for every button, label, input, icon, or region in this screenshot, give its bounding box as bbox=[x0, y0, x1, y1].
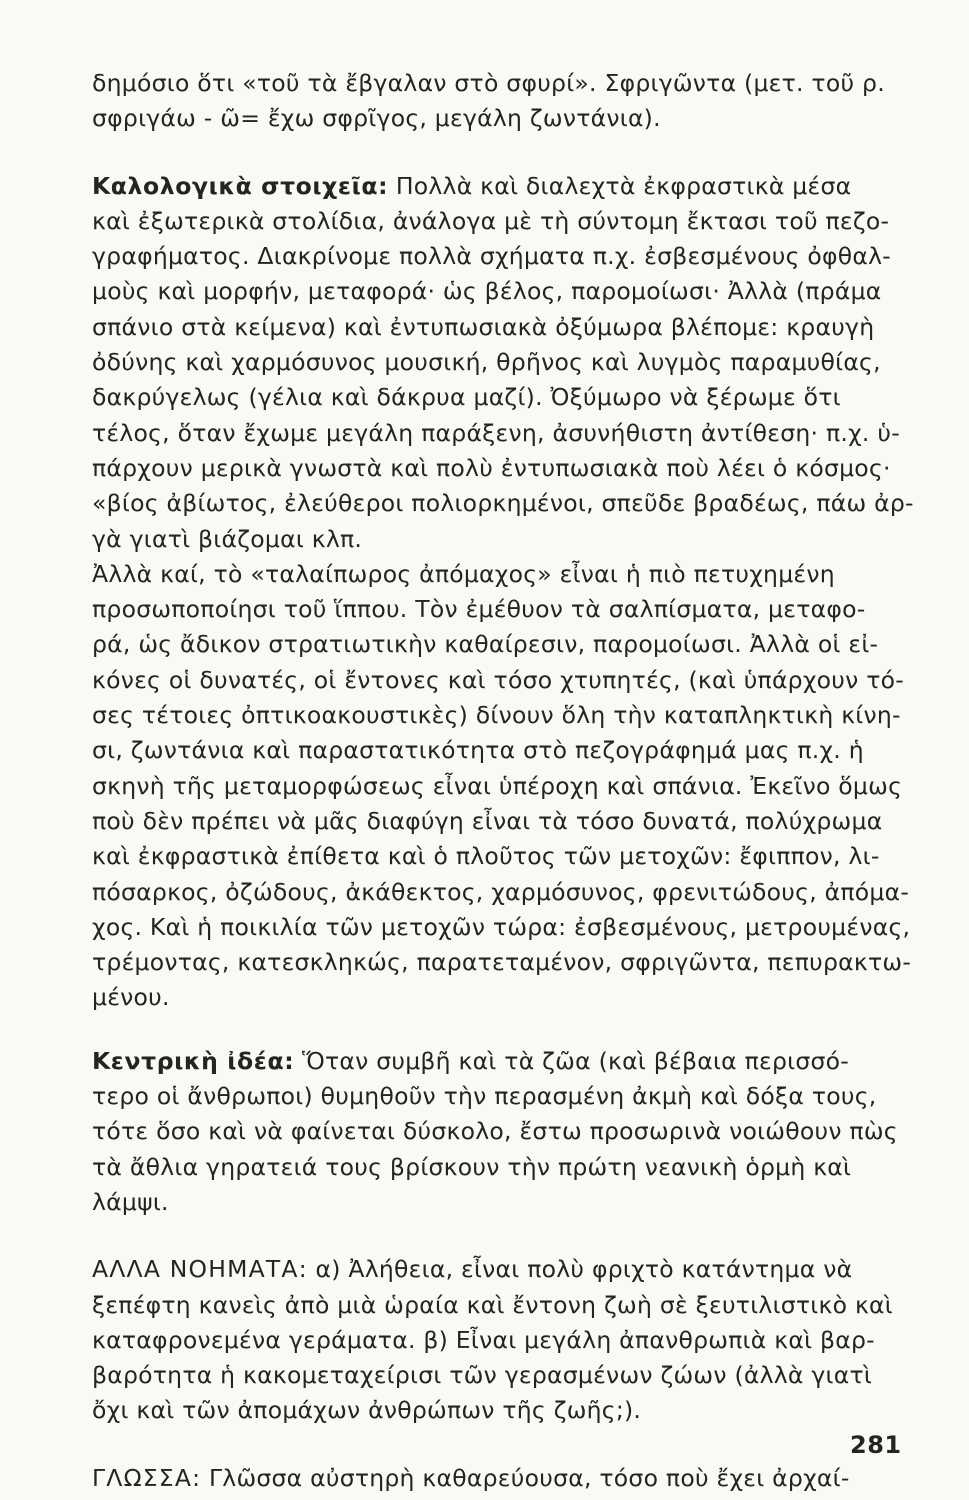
section-heading: ΑΛΛΑ ΝΟΗΜΑΤΑ: bbox=[92, 1255, 308, 1284]
text-line: σφριγάω - ῶ= ἔχω σφρῖγος, μεγάλη ζωντάνια). bbox=[92, 104, 661, 133]
section-first-line bbox=[92, 1461, 902, 1496]
page-number: 281 bbox=[850, 1431, 902, 1459]
text-line: ποὺ δὲν πρέπει νὰ μᾶς διαφύγη εἶναι τὰ τόσο δυνατά, πολύχρωμα bbox=[92, 806, 883, 835]
section-heading: Καλολογικὰ στοιχεῖα: bbox=[92, 171, 389, 200]
text-line: καὶ ἐξωτερικὰ στολίδια, ἀνάλογα μὲ τὴ σύντομη ἔκτασι τοῦ πεζο- bbox=[92, 206, 890, 235]
section-first-line bbox=[92, 1252, 902, 1287]
section-first-line bbox=[92, 1044, 902, 1079]
intro-paragraph bbox=[92, 66, 902, 137]
section-first-line bbox=[92, 169, 902, 204]
text-line: «βίος ἀβίωτος, ἐλεύθεροι πολιορκημένοι, σπεῦδε βραδέως, πάω ἀρ- bbox=[92, 489, 914, 518]
text-line: τερο οἱ ἄνθρωποι) θυμηθοῦν τὴν περασμένη ἀκμὴ καὶ δόξα τους, bbox=[92, 1082, 877, 1111]
page-body bbox=[92, 66, 914, 1496]
text-line: σπάνιο στὰ κείμενα) καὶ ἐντυπωσιακὰ ὀξύμωρα βλέπομε: κραυγὴ bbox=[92, 312, 875, 341]
text-line: σες τέτοιες ὀπτικοακουστικὲς) δίνουν ὅλη τὴν καταπληκτικὴ κίνη- bbox=[92, 701, 901, 730]
section-heading: ΓΛΩΣΣΑ: bbox=[92, 1463, 202, 1492]
text-line: δακρύγελως (γέλια καὶ δάκρυα μαζί). Ὀξύμωρο νὰ ξέρωμε ὅτι bbox=[92, 383, 841, 412]
text-fragment: Γλῶσσα αὐστηρὴ καθαρεύουσα, τόσο ποὺ ἔχει ἀρχαί- bbox=[201, 1463, 850, 1492]
text-line: λάμψι. bbox=[92, 1187, 169, 1216]
text-line: βαρότητα ἡ κακομεταχείρισι τῶν γερασμένων ζώων (ἀλλὰ γιατὶ bbox=[92, 1361, 873, 1390]
text-line: χος. Καὶ ἡ ποικιλία τῶν μετοχῶν τώρα: ἐσβεσμένους, μετρουμένας, bbox=[92, 912, 911, 941]
text-line: σκηνὴ τῆς μεταμορφώσεως εἶναι ὑπέροχη καὶ σπάνια. Ἐκεῖνο ὅμως bbox=[92, 771, 903, 800]
section-kentriki-idea bbox=[92, 1044, 902, 1220]
text-line: μοὺς καὶ μορφήν, μεταφορά· ὡς βέλος, παρομοίωσι· Ἀλλὰ (πράμα bbox=[92, 277, 882, 306]
text-line: ὄχι καὶ τῶν ἀπομάχων ἀνθρώπων τῆς ζωῆς;). bbox=[92, 1396, 642, 1425]
text-line: καταφρονεμένα γεράματα. β) Εἶναι μεγάλη ἀπανθρωπιὰ καὶ βαρ- bbox=[92, 1325, 875, 1354]
text-fragment: α) Ἀλήθεια, εἶναι πολὺ φριχτὸ κατάντημα νὰ bbox=[307, 1255, 853, 1284]
text-line: ὀδύνης καὶ χαρμόσυνος μουσική, θρῆνος καὶ λυγμὸς παραμυθίας, bbox=[92, 348, 881, 377]
text-line: τρέμοντας, κατεσκληκώς, παρατεταμένον, σφριγῶντα, πεπυρακτω- bbox=[92, 948, 912, 977]
text-line: γραφήματος. Διακρίνομε πολλὰ σχήματα π.χ. ἐσβεσμένους ὀφθαλ- bbox=[92, 242, 891, 271]
section-heading: Κεντρικὴ ἰδέα: bbox=[92, 1046, 295, 1075]
text-line: προσωποποίησι τοῦ ἵππου. Τὸν ἐμέθυον τὰ σαλπίσματα, μεταφο- bbox=[92, 595, 866, 624]
text-line: ρά, ὡς ἄδικον στρατιωτικὴν καθαίρεσιν, παρομοίωσι. Ἀλλὰ οἱ εἰ- bbox=[92, 630, 879, 659]
text-line: τέλος, ὅταν ἔχωμε μεγάλη παράξενη, ἀσυνήθιστη ἀντίθεση· π.χ. ὑ- bbox=[92, 418, 900, 447]
text-line: Ἀλλὰ καί, τὸ «ταλαίπωρος ἀπόμαχος» εἶναι ἡ πιὸ πετυχημένη bbox=[92, 559, 835, 588]
text-line: ξεπέφτη κανεὶς ἀπὸ μιὰ ὡραία καὶ ἔντονη ζωὴ σὲ ξευτιλιστικὸ καὶ bbox=[92, 1290, 894, 1319]
section-alla-noimata bbox=[92, 1252, 902, 1428]
text-line: σι, ζωντάνια καὶ παραστατικότητα στὸ πεζογράφημά μας π.χ. ἡ bbox=[92, 736, 864, 765]
text-fragment: Ὅταν συμβῆ καὶ τὰ ζῶα (καὶ βέβαια περισσό- bbox=[294, 1046, 849, 1075]
text-line: κόνες οἱ δυνατές, οἱ ἔντονες καὶ τόσο χτυπητές, (καὶ ὑπάρχουν τό- bbox=[92, 665, 905, 694]
text-line: πάρχουν μερικὰ γνωστὰ καὶ πολὺ ἐντυπωσιακὰ ποὺ λέει ὁ κόσμος· bbox=[92, 453, 891, 482]
text-line: πόσαρκος, ὀζώδους, ἀκάθεκτος, χαρμόσυνος, φρενιτώδους, ἀπόμα- bbox=[92, 877, 910, 906]
text-line: καὶ ἐκφραστικὰ ἐπίθετα καὶ ὁ πλοῦτος τῶν μετοχῶν: ἔφιππον, λι- bbox=[92, 842, 880, 871]
text-fragment: Πολλὰ καὶ διαλεχτὰ ἐκφραστικὰ μέσα bbox=[388, 171, 852, 200]
text-line: γὰ γιατὶ βιάζομαι κλπ. bbox=[92, 524, 363, 553]
text-line: τότε ὅσο καὶ νὰ φαίνεται δύσκολο, ἔστω προσωρινὰ νοιώθουν πὼς bbox=[92, 1117, 898, 1146]
text-line: μένου. bbox=[92, 983, 170, 1012]
section-glossa bbox=[92, 1461, 902, 1496]
text-line: τὰ ἄθλια γηρατειά τους βρίσκουν τὴν πρώτη νεανικὴ ὁρμὴ καὶ bbox=[92, 1152, 852, 1181]
section-kalologika bbox=[92, 169, 914, 1016]
text-line: δημόσιο ὅτι «τοῦ τὰ ἔβγαλαν στὸ σφυρί». Σφριγῶντα (μετ. τοῦ ρ. bbox=[92, 69, 885, 97]
